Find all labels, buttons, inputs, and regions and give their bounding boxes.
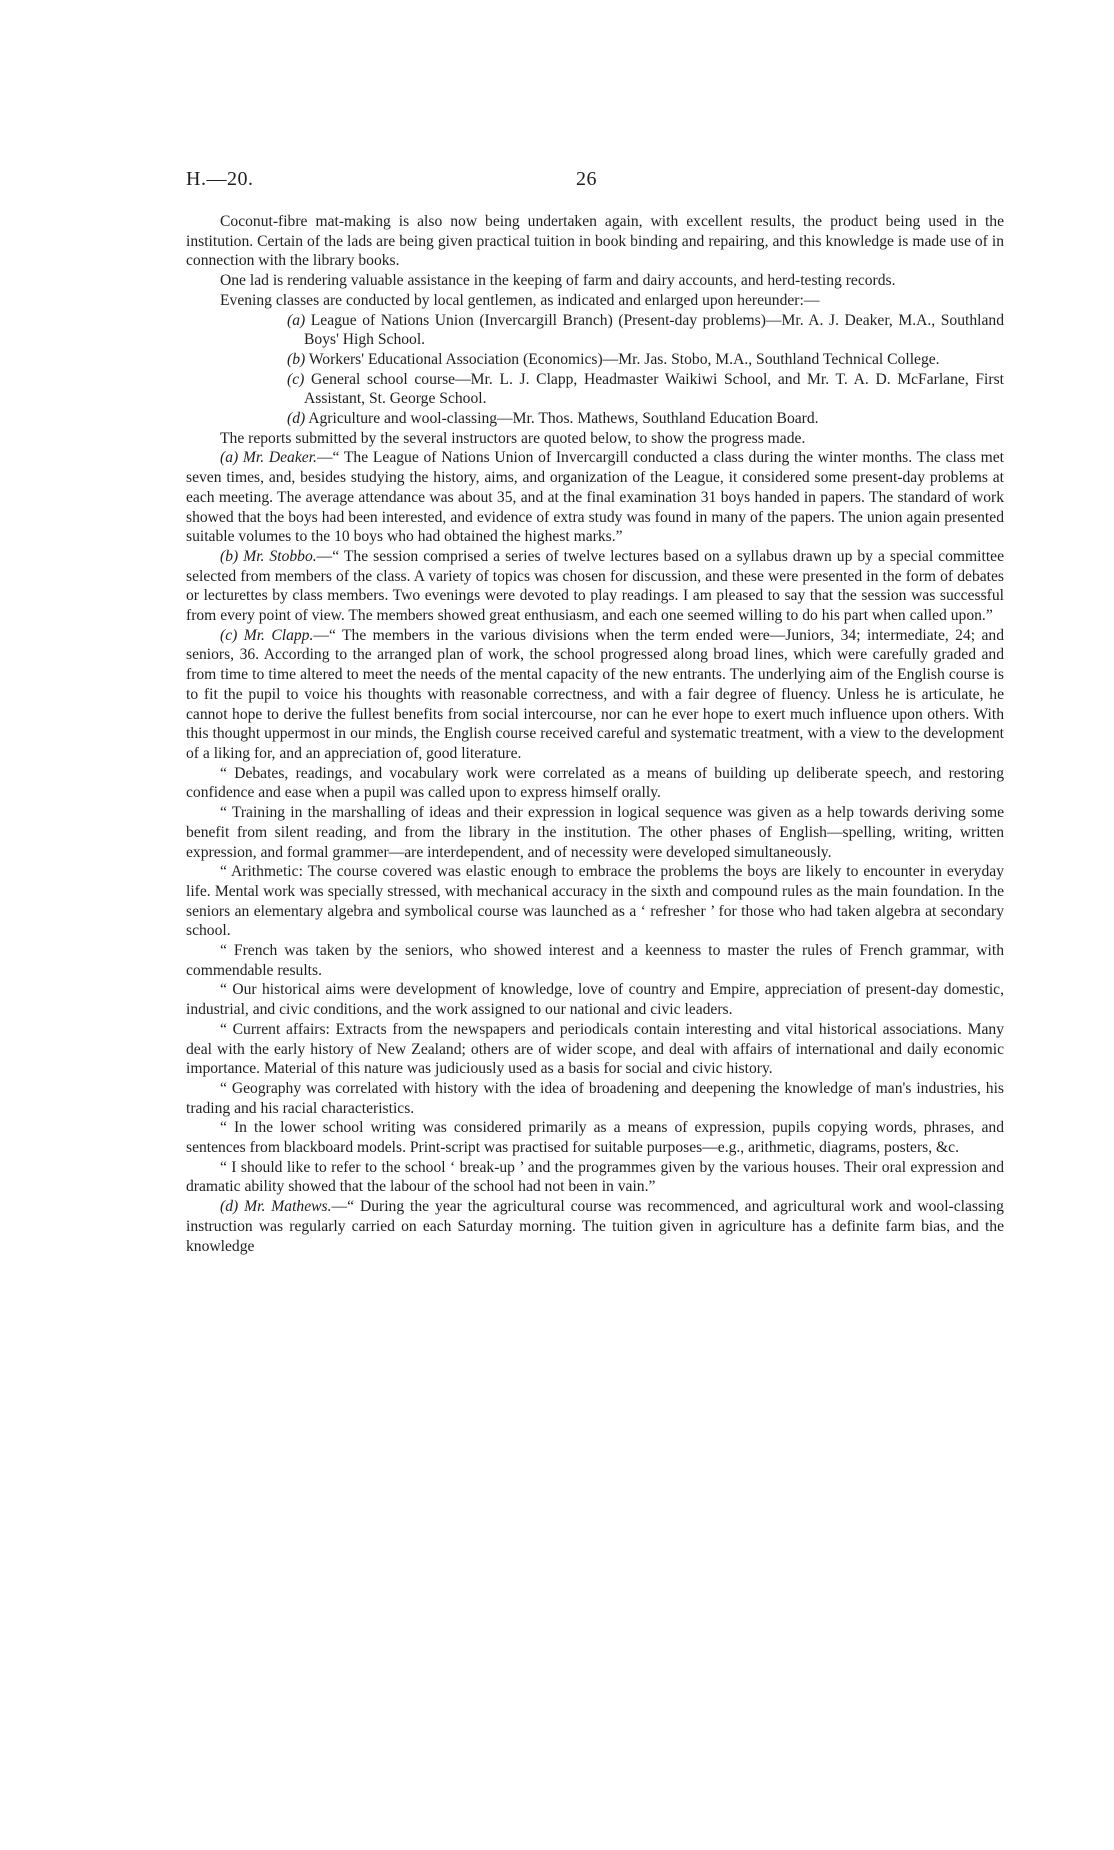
report-text: —“ The League of Nations Union of Invercargill conducted a class during the winter months. The class met seven times, and, besides studying the history, aims, and organization of the League, it considered some present-day problems at each meeting. The average attendance was about 35, and at the final examination 31 boys handed in papers. The standard of work showed that the boys had been interested, and evidence of extra study was found in many of the papers. The union again presented suitable volumes to the 10 boys who had obtained the highest marks.”: [186, 449, 1004, 546]
paragraph-history: “ Our historical aims were development of knowledge, love of country and Empire, appreciation of present-day domestic, industrial, and civic conditions, and the work assigned to our national and civic leaders.: [186, 981, 1004, 1019]
list-item-text: Agriculture and wool-classing—Mr. Thos. Mathews, Southland Education Board.: [308, 410, 819, 428]
paragraph-arithmetic: “ Arithmetic: The course covered was elastic enough to embrace the problems the boys are likely to encounter in everyday life. Mental work was specially stressed, with mechanical accuracy in the sixth and compound rules as the main foundation. In the seniors an elementary algebra and symbolical course was launched as a ‘ refresher ’ for those who had taken algebra at secondary school.: [186, 863, 1004, 940]
report-text: —“ The session comprised a series of twelve lectures based on a syllabus drawn up by a special committee selected from members of the class. A variety of topics was chosen for discussion, and these were presented in the form of debates or lecturettes by class members. Two evenings were devoted to play readings. I am pleased to say that the session was successful from every point of view. The members showed great enthusiasm, and each one seemed willing to do his part when called upon.”: [186, 547, 1005, 625]
paragraph-current-affairs: “ Current affairs: Extracts from the newspapers and periodicals contain interesting and vital historical associations. Many deal with the early history of New Zealand; others are of wider scope, and deal with affairs of international and daily economic importance. Material of this nature was judiciously used as a basis for social and civic history.: [186, 1020, 1004, 1078]
list-item-b: [186, 350, 1004, 370]
list-marker: (a): [287, 311, 306, 329]
paragraph-evening-classes: Evening classes are conducted by local gentlemen, as indicated and enlarged upon hereunder:—: [220, 291, 820, 309]
list-item-text: League of Nations Union (Invercargill Branch) (Present-day problems)—Mr. A. J. Deaker, M.A., Southland Boys' High School.: [304, 311, 1004, 349]
document-page: [186, 168, 1004, 1256]
paragraph-writing: “ In the lower school writing was considered primarily as a means of expression, pupils copying words, phrases, and sentences from blackboard models. Print-script was practised for suitable purposes—e.g., arithmetic, diagrams, posters, &c.: [186, 1119, 1004, 1157]
paragraph-debates: “ Debates, readings, and vocabulary work were correlated as a means of building up deliberate speech, and restoring confidence and ease when a pupil was called upon to express himself orally.: [186, 764, 1004, 802]
report-text: —“ The members in the various divisions when the term ended were—Juniors, 34; intermediate, 24; and seniors, 36. According to the arranged plan of work, the school progressed along broad lines, which were carefully graded and from time to time altered to meet the needs of the mental capacity of the new entrants. The underlying aim of the English course is to fit the pupil to voice his thoughts with reasonable correctness, and with a fair degree of fluency. Unless he is articulate, he cannot hope to derive the fullest benefits from social intercourse, nor can he ever hope to exert much influence upon others. With this thought uppermost in our minds, the English course received careful and systematic treatment, with a view to the development of a liking for, and an appreciation of, good literature.: [186, 626, 1004, 762]
instructor-name: Mr. Stobbo.: [243, 547, 317, 565]
list-marker: (c): [287, 370, 305, 388]
paragraph-mat-making: Coconut-fibre mat-making is also now being undertaken again, with excellent results, the product being used in the institution. Certain of the lads are being given practical tuition in book binding and repairing, and this knowledge is made use of in connection with the library books.: [186, 213, 1004, 270]
paragraph-geography: “ Geography was correlated with history with the idea of broadening and deepening the knowledge of man's industries, his trading and his racial characteristics.: [186, 1079, 1004, 1117]
report-stobbo: [186, 547, 1004, 626]
paragraph-break-up: “ I should like to refer to the school ‘ break-up ’ and the programmes given by the various houses. Their oral expression and dramatic ability showed that the labour of the school had not been in vain.”: [186, 1158, 1004, 1196]
list-item-text: Workers' Educational Association (Economics)—Mr. Jas. Stobo, M.A., Southland Technical College.: [308, 350, 940, 368]
paragraph-reports-intro: The reports submitted by the several instructors are quoted below, to show the progress made.: [220, 429, 806, 447]
list-item-d: [186, 409, 1004, 429]
list-marker: (b): [287, 350, 306, 368]
report-marker: (c): [220, 626, 238, 644]
report-clapp: [186, 626, 1004, 764]
paragraph-farm-accounts: One lad is rendering valuable assistance in the keeping of farm and dairy accounts, and herd-testing records.: [220, 272, 896, 290]
body-text: [186, 212, 1004, 1256]
report-text: —“ During the year the agricultural course was recommenced, and agricultural work and wool-classing instruction was regularly carried on each Saturday morning. The tuition given in agriculture has a definite farm bias, and the knowledge: [186, 1198, 1004, 1255]
list-marker: (d): [287, 410, 306, 428]
report-marker: (a): [220, 449, 239, 467]
instructor-name: Mr. Clapp.: [243, 626, 314, 644]
report-marker: (d): [220, 1198, 239, 1216]
instructor-name: Mr. Deaker.: [242, 449, 317, 467]
document-reference: H.—20.: [186, 168, 254, 190]
list-item-a: [186, 311, 1004, 350]
page-number: 26: [576, 168, 597, 190]
page-header: [186, 168, 1004, 204]
report-marker: (b): [220, 547, 239, 565]
list-item-text: General school course—Mr. L. J. Clapp, Headmaster Waikiwi School, and Mr. T. A. D. McFarlane, First Assistant, St. George School.: [304, 370, 1004, 408]
paragraph-training: “ Training in the marshalling of ideas and their expression in logical sequence was given as a help towards deriving some benefit from silent reading, and from the library in the institution. The other phases of English—spelling, writing, written expression, and formal grammer—are interdependent, and of necessity were developed simultaneously.: [186, 804, 1004, 861]
paragraph-french: “ French was taken by the seniors, who showed interest and a keenness to master the rules of French grammar, with commendable results.: [186, 942, 1004, 979]
instructor-name: Mr. Mathews.: [244, 1198, 332, 1216]
list-item-c: [186, 370, 1004, 409]
report-mathews: [186, 1197, 1004, 1256]
report-deaker: [186, 448, 1004, 547]
